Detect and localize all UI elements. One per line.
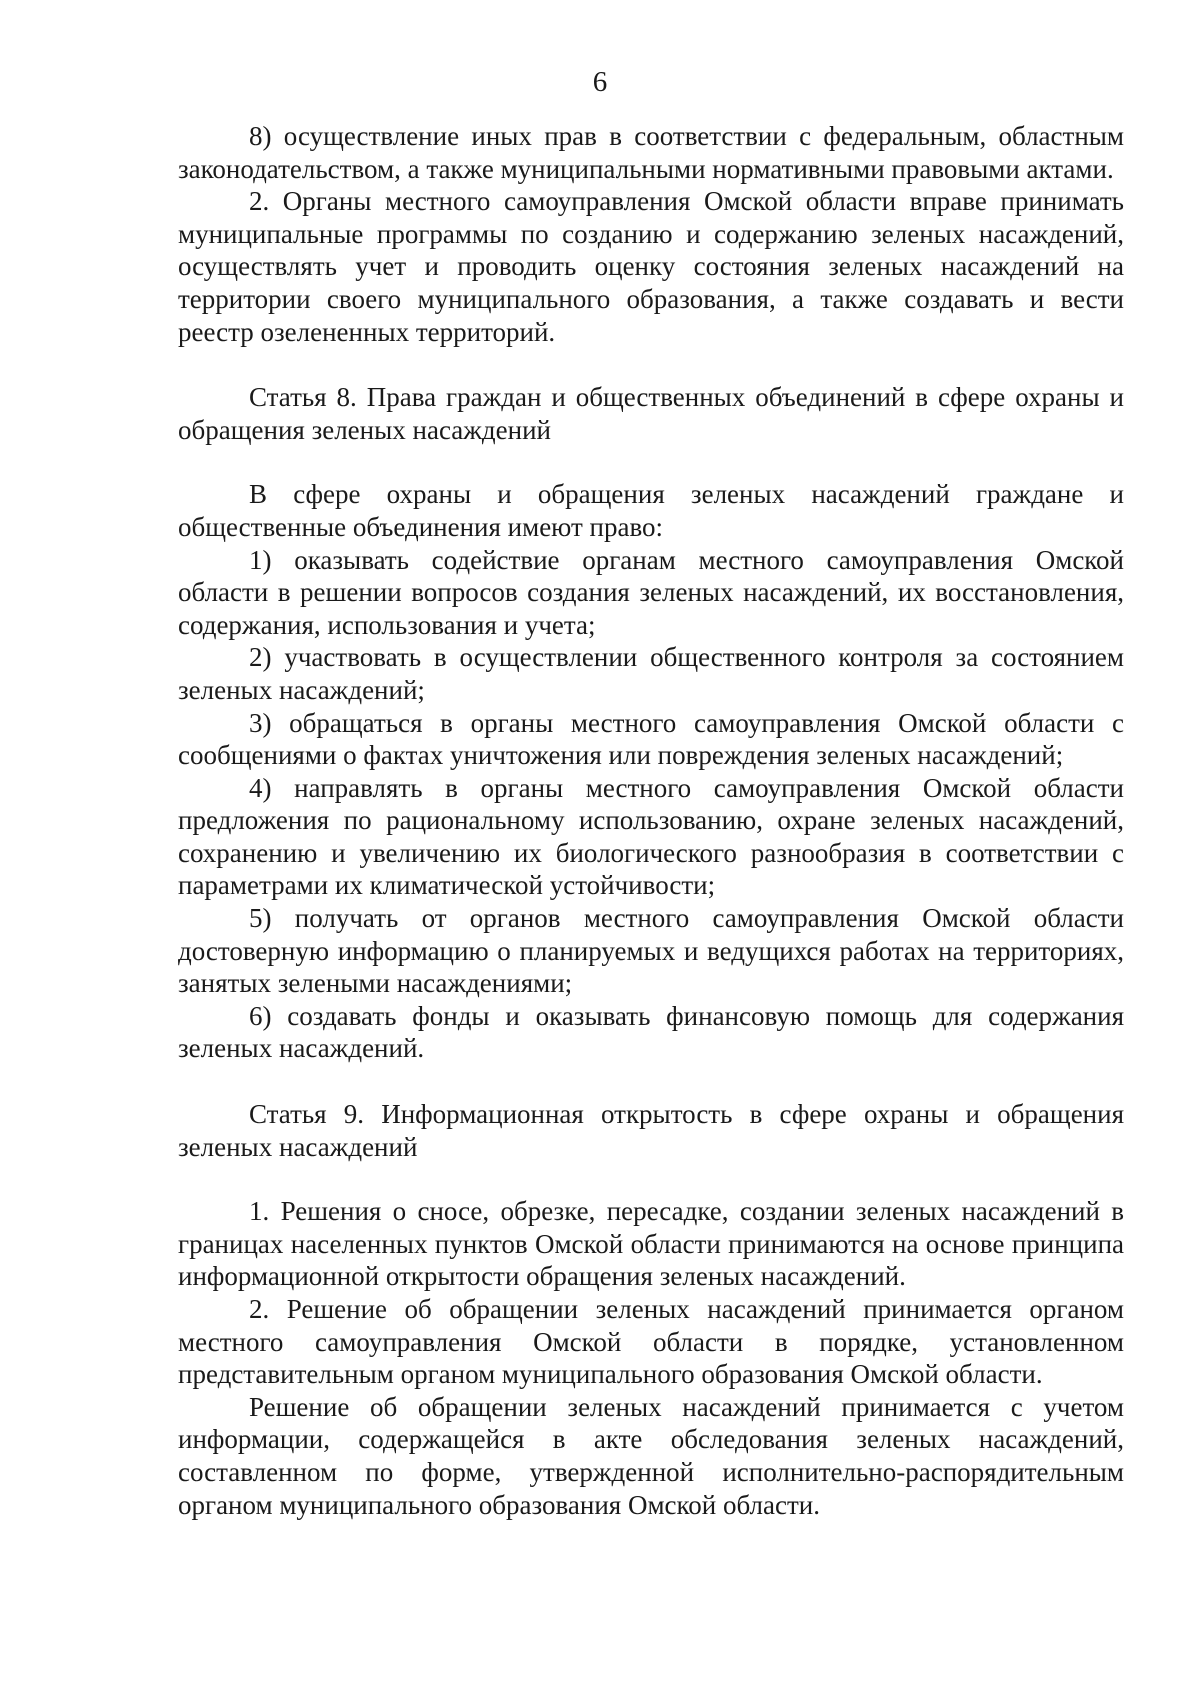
article-8-item-4: 4) направлять в органы местного самоуправления Омской области предложения по рациональному использованию, охране зеленых насаждений, сохранению и увеличению их биологического разнообразия в соответствии с параметрами их климатической устойчивости; [178, 772, 1124, 901]
article-9-paragraph-1: 1. Решения о сносе, обрезке, пересадке, создании зеленых насаждений в границах населенных пунктов Омской области принимаются на основе принципа информационной открытости обращения зеленых насаждений. [178, 1196, 1124, 1292]
article-9-heading: Статья 9. Информационная открытость в сфере охраны и обращения зеленых насаждений [178, 1099, 1124, 1162]
article-8-item-3: 3) обращаться в органы местного самоуправления Омской области с сообщениями о фактах уничтожения или повреждения зеленых насаждений; [178, 707, 1124, 771]
article-8-intro: В сфере охраны и обращения зеленых насаждений граждане и общественные объединения имеют право: [178, 479, 1124, 542]
article-8-heading: Статья 8. Права граждан и общественных объединений в сфере охраны и обращения зеленых насаждений [178, 382, 1124, 445]
document-body [178, 120, 1124, 1521]
spacer [178, 1065, 1124, 1098]
paragraph-item-8: 8) осуществление иных прав в соответствии с федеральным, областным законодательством, а также муниципальными нормативными правовыми актами. [178, 121, 1124, 184]
article-8-item-5: 5) получать от органов местного самоуправления Омской области достоверную информацию о планируемых и ведущихся работах на территориях, занятых зелеными насаждениями; [178, 903, 1124, 999]
spacer [178, 1163, 1124, 1195]
article-8-item-1: 1) оказывать содействие органам местного самоуправления Омской области в решении вопросов создания зеленых насаждений, их восстановления, содержания, использования и учета; [178, 544, 1124, 640]
article-8-item-2: 2) участвовать в осуществлении общественного контроля за состоянием зеленых насаждений; [178, 642, 1124, 705]
spacer [178, 348, 1124, 381]
paragraph-item-2: 2. Органы местного самоуправления Омской области вправе принимать муниципальные программы по созданию и содержанию зеленых насаждений, осуществлять учет и проводить оценку состояния зеленых насаждений на территории своего муниципального образования, а также создавать и вести реестр озелененных территорий. [178, 186, 1124, 347]
article-9-paragraph-3: Решение об обращении зеленых насаждений принимается с учетом информации, содержащейся в акте обследования зеленых насаждений, составленном по форме, утвержденной исполнительно-распорядительным органом муниципального образования Омской области. [178, 1391, 1124, 1520]
article-9-paragraph-2: 2. Решение об обращении зеленых насаждений принимается органом местного самоуправления Омской области в порядке, установленном представительным органом муниципального образования Омской области. [178, 1294, 1124, 1390]
article-8-item-6: 6) создавать фонды и оказывать финансовую помощь для содержания зеленых насаждений. [178, 1000, 1124, 1064]
spacer [178, 446, 1124, 478]
page-number: 6 [592, 66, 608, 98]
